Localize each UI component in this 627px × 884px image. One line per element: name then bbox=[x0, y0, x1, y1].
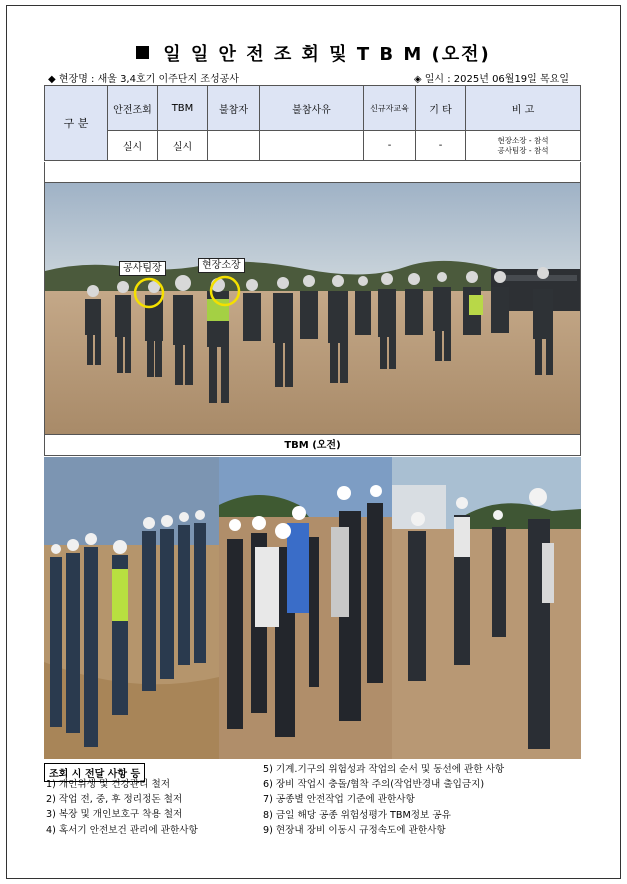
cell-reason bbox=[260, 131, 364, 161]
header-etc: 기 타 bbox=[416, 86, 466, 131]
workers-group-photo bbox=[219, 457, 392, 759]
header-remarks: 비 고 bbox=[466, 86, 581, 131]
photo-lineup-center bbox=[219, 457, 392, 759]
header-new-worker-education: 신규자교육 bbox=[364, 86, 416, 131]
notes-left-list bbox=[46, 777, 198, 838]
cell-absent bbox=[208, 131, 260, 161]
label-site-manager: 현장소장 bbox=[198, 258, 245, 273]
title-text: 일 일 안 전 조 회 및 T B M (오전) bbox=[163, 44, 491, 65]
note-item: 9) 현장내 장비 이동시 규정속도에 관한사항 bbox=[263, 824, 446, 836]
header-absence-reason: 불참사유 bbox=[260, 86, 364, 131]
header-safety-meeting: 안전조회 bbox=[108, 86, 158, 131]
cell-tbm: 실시 bbox=[158, 131, 208, 161]
note-item: 1) 개인위생 및 건강관리 철저 bbox=[46, 779, 170, 790]
photo-site-briefing bbox=[392, 457, 581, 759]
site-briefing-photo bbox=[392, 457, 581, 759]
cell-remarks bbox=[466, 131, 581, 161]
note-item: 8) 금일 해당 공종 위험성평가 TBM정보 공유 bbox=[263, 809, 451, 821]
table-spacer bbox=[44, 162, 581, 182]
header-tbm: TBM bbox=[158, 86, 208, 131]
note-item: 7) 공종별 안전작업 기준에 관한사항 bbox=[263, 794, 415, 806]
header-gubun: 구 분 bbox=[45, 86, 108, 161]
cell-new-edu: - bbox=[364, 131, 416, 161]
site-name: ◆ 현장명 : 새울 3,4호기 이주단지 조성공사 bbox=[48, 74, 239, 85]
square-bullet-icon bbox=[136, 46, 149, 59]
remark-line-2: 공사팀장 - 참석 bbox=[497, 145, 549, 155]
notes-header: 조회 시 전달 사항 등 bbox=[44, 763, 145, 782]
date-info: ◈ 일시 : 2025년 06월19일 목요일 bbox=[413, 74, 569, 85]
label-construction-manager: 공사팀장 bbox=[119, 261, 166, 276]
cell-etc: - bbox=[416, 131, 466, 161]
tbm-main-photo bbox=[44, 182, 581, 435]
note-item: 2) 작업 전, 중, 후 정리정돈 철저 bbox=[46, 794, 183, 806]
photo-caption: TBM (오전) bbox=[44, 435, 581, 456]
tbm-group-photo bbox=[45, 183, 581, 435]
summary-table bbox=[44, 85, 581, 161]
photo-lineup-left bbox=[44, 457, 219, 759]
note-item: 4) 혹서기 안전보건 관리에 관한사항 bbox=[46, 824, 198, 836]
note-item: 3) 복장 및 개인보호구 착용 철저 bbox=[46, 809, 183, 821]
notes-right-list bbox=[263, 762, 504, 838]
page-title bbox=[0, 40, 627, 66]
cell-safety: 실시 bbox=[108, 131, 158, 161]
workers-lineup-photo bbox=[44, 457, 219, 759]
remark-line-1: 현장소장 - 참석 bbox=[497, 135, 549, 145]
note-item: 5) 기계.기구의 위험성과 작업의 순서 및 동선에 관한 사항 bbox=[263, 764, 505, 775]
header-absentee: 불참자 bbox=[208, 86, 260, 131]
note-item: 6) 장비 작업시 충돌/협착 주의(작업반경내 출입금지) bbox=[263, 779, 485, 791]
